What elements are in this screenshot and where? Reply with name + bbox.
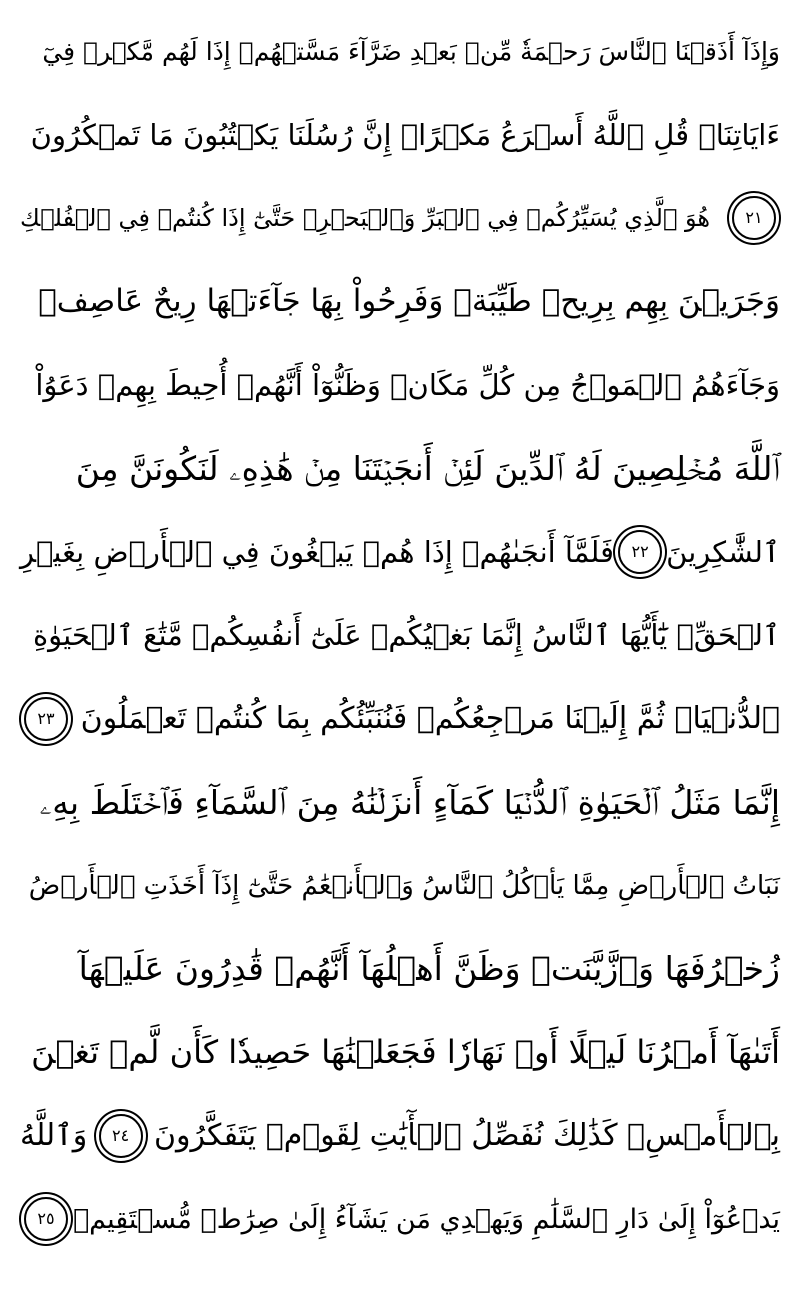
verse-text: وَٱللَّهُ [20, 1117, 88, 1153]
line [20, 844, 780, 927]
ayah-number-marker: ٢٥ [24, 1197, 68, 1241]
ayah-number-marker: ٢١ [732, 196, 776, 240]
line [20, 344, 780, 427]
line [20, 594, 780, 677]
line [20, 927, 780, 1010]
verse-text: ٱلشَّٰكِرِينَ [666, 534, 780, 569]
line [20, 1094, 780, 1177]
verse-text: يَدۡعُوٓاْ إِلَىٰ دَارِ ٱلسَّلَٰمِ وَيَهۡدِي مَن يَشَآءُ إِلَىٰ صِرَٰطٖ مُّسۡتَقِيمٖ [72, 1203, 780, 1235]
line [20, 427, 780, 510]
verse-text: هُوَ ٱلَّذِي يُسَيِّرُكُمۡ فِي ٱلۡبَرِّ وَٱلۡبَحۡرِۖ حَتَّىٰٓ إِذَا كُنتُمۡ فِي ٱلۡفُلۡكِ [20, 204, 711, 233]
verse-text: وَإِذَآ أَذَقۡنَا ٱلنَّاسَ رَحۡمَةٗ مِّنۢ بَعۡدِ ضَرَّآءَ مَسَّتۡهُمۡ إِذَا لَهُم مَّكۡرٞ فِيٓ [42, 37, 780, 67]
verse-text: أَتَىٰهَآ أَمۡرُنَا لَيۡلًا أَوۡ نَهَارٗا فَجَعَلۡنَٰهَا حَصِيدٗا كَأَن لَّمۡ تَغۡنَ [31, 1033, 780, 1072]
line [20, 1011, 780, 1094]
verse-text: وَجَآءَهُمُ ٱلۡمَوۡجُ مِن كُلِّ مَكَانٖ وَظَنُّوٓاْ أَنَّهُمۡ أُحِيطَ بِهِمۡ دَعَوُاْ [35, 367, 780, 402]
line [20, 10, 780, 93]
verse-text: بِٱلۡأَمۡسِۚ كَذَٰلِكَ نُفَصِّلُ ٱلۡأٓيَٰتِ لِقَوۡمٖ يَتَفَكَّرُونَ [153, 1117, 780, 1153]
line [20, 260, 780, 343]
line [20, 1177, 780, 1260]
verse-text: نَبَاتُ ٱلۡأَرۡضِ مِمَّا يَأۡكُلُ ٱلنَّاسُ وَٱلۡأَنۡعَٰمُ حَتَّىٰٓ إِذَآ أَخَذَتِ ٱلۡأَرۡضُ [28, 870, 780, 901]
ayah-number-marker: ٢٢ [618, 530, 662, 574]
verse-text: ٱلدُّنۡيَاۖ ثُمَّ إِلَيۡنَا مَرۡجِعُكُمۡ فَنُنَبِّئُكُم بِمَا كُنتُمۡ تَعۡمَلُونَ [80, 700, 780, 736]
line [20, 510, 780, 593]
verse-text: فَلَمَّآ أَنجَىٰهُمۡ إِذَا هُمۡ يَبۡغُونَ فِي ٱلۡأَرۡضِ بِغَيۡرِ [20, 534, 614, 569]
verse-text: وَجَرَيۡنَ بِهِم بِرِيحٖ طَيِّبَةٖ وَفَرِحُواْ بِهَا جَآءَتۡهَا رِيحٌ عَاصِفٞ [38, 283, 780, 320]
verse-text: إِنَّمَا مَثَلُ ٱلۡحَيَوٰةِ ٱلدُّنۡيَا كَمَآءٍ أَنزَلۡنَٰهُ مِنَ ٱلسَّمَآءِ فَٱخۡتَلَطَ بِهِۦ [39, 782, 780, 822]
line [20, 177, 780, 260]
ayah-number-marker: ٢٤ [99, 1114, 143, 1158]
line [20, 761, 780, 844]
line [20, 93, 780, 176]
verse-text: ءَايَاتِنَاۚ قُلِ ٱللَّهُ أَسۡرَعُ مَكۡرًاۚ إِنَّ رُسُلَنَا يَكۡتُبُونَ مَا تَمۡكُرُونَ [30, 117, 780, 152]
verse-text: ٱللَّهَ مُخۡلِصِينَ لَهُ ٱلدِّينَ لَئِنۡ أَنجَيۡتَنَا مِنۡ هَٰذِهِۦ لَنَكُونَنَّ مِنَ [75, 449, 780, 489]
line [20, 677, 780, 760]
verse-text: زُخۡرُفَهَا وَٱزَّيَّنَتۡ وَظَنَّ أَهۡلُهَآ أَنَّهُمۡ قَٰدِرُونَ عَلَيۡهَآ [78, 949, 780, 989]
ayah-number-marker: ٢٣ [24, 697, 68, 741]
verse-text: ٱلۡحَقِّۗ يَٰٓأَيُّهَا ٱلنَّاسُ إِنَّمَا بَغۡيُكُمۡ عَلَىٰٓ أَنفُسِكُمۖ مَّتَٰعَ ٱلۡحَيَوٰةِ [32, 617, 780, 652]
